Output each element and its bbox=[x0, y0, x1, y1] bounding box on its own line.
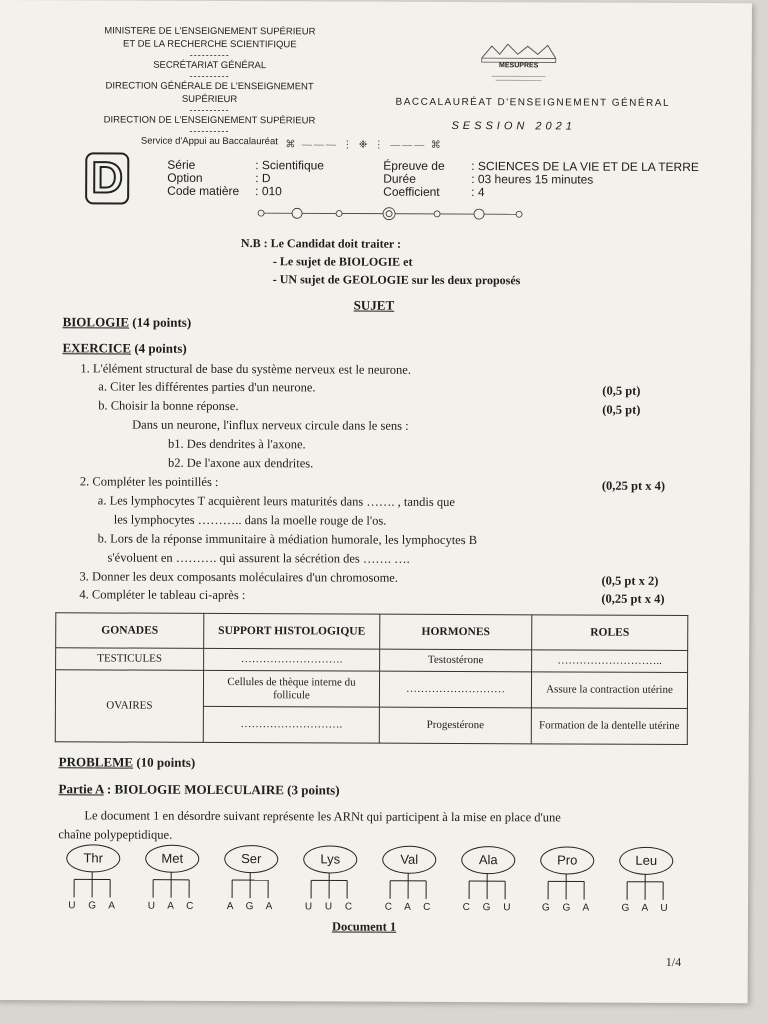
separator: ---------- bbox=[189, 49, 230, 61]
info-label: Coefficient bbox=[383, 184, 440, 199]
biologie-points: (14 points) bbox=[129, 314, 192, 330]
exercise-line: Dans un neurone, l'influx nerveux circule dans le sens : bbox=[132, 417, 409, 433]
doc-intro-line: chaîne polypeptidique. bbox=[58, 827, 173, 842]
table-cell: Formation de la dentelle utérine bbox=[531, 708, 687, 745]
points-label: (0,5 pt x 2) bbox=[601, 573, 659, 588]
ministry-line: SECRÉTARIAT GÉNÉRAL bbox=[153, 59, 267, 72]
table-cell: ……………………… bbox=[379, 671, 531, 708]
probleme-points: (10 points) bbox=[133, 754, 196, 770]
table-cell: Progestérone bbox=[379, 707, 531, 744]
trna-thr bbox=[62, 844, 126, 916]
table-cell: Assure la contraction utérine bbox=[531, 672, 687, 709]
info-right bbox=[383, 160, 699, 200]
table-header: ROLES bbox=[532, 615, 688, 651]
info-label: Série bbox=[167, 157, 196, 172]
exercise-line: 4. Compléter le tableau ci-après : bbox=[79, 587, 246, 603]
bacc-title: BACCALAURÉAT D'ENSEIGNEMENT GÉNÉRAL bbox=[395, 96, 671, 109]
ministry-line: DIRECTION DE L'ENSEIGNEMENT SUPÉRIEUR bbox=[103, 114, 316, 127]
exercise-line: les lymphocytes ……….. dans la moelle rouge de l'os. bbox=[113, 512, 387, 528]
table-header: SUPPORT HISTOLOGIQUE bbox=[204, 613, 380, 649]
info-value: : D bbox=[255, 171, 271, 186]
exercice-points: (4 points) bbox=[131, 340, 187, 356]
probleme-title: PROBLEME bbox=[58, 754, 134, 770]
nb-line: - Le sujet de BIOLOGIE et bbox=[272, 254, 413, 269]
exercise-line: b2. De l'axone aux dendrites. bbox=[167, 455, 314, 471]
separator: ---------- bbox=[189, 125, 230, 137]
trna-val bbox=[378, 846, 442, 918]
amino-acid-label: Leu bbox=[619, 847, 673, 875]
amino-acid-label: Lys bbox=[303, 845, 357, 873]
info-label: Durée bbox=[383, 171, 416, 186]
biologie-title: BIOLOGIE bbox=[62, 314, 130, 330]
info-value: : 03 heures 15 minutes bbox=[471, 172, 594, 187]
document-caption: Document 1 bbox=[331, 919, 397, 934]
exercise-line: s'évoluent en ………. qui assurent la sécrétion des ……. …. bbox=[107, 550, 410, 566]
amino-acid-label: Val bbox=[382, 846, 436, 874]
info-value: : Scientifique bbox=[255, 158, 325, 173]
points-label: (0,5 pt) bbox=[602, 402, 641, 417]
info-value: : 4 bbox=[471, 185, 485, 200]
trna-stem bbox=[141, 872, 205, 900]
table-cell: Cellules de thèque interne du follicule bbox=[203, 670, 379, 707]
trna-stem bbox=[62, 871, 126, 899]
page-number: 1/4 bbox=[665, 954, 682, 969]
trna-stem bbox=[457, 873, 521, 901]
ministry-header bbox=[79, 24, 340, 148]
logo-text: MESUPRES bbox=[499, 62, 539, 70]
session-title: SESSION 2021 bbox=[451, 119, 576, 133]
trna-diagram bbox=[62, 844, 682, 919]
separator: ---------- bbox=[189, 70, 230, 82]
table-cell: ………………………. bbox=[203, 706, 379, 743]
points-label: (0,25 pt x 4) bbox=[601, 478, 666, 493]
probleme-heading bbox=[59, 754, 196, 771]
trna-stem bbox=[536, 873, 600, 901]
table-cell: OVAIRES bbox=[55, 670, 203, 743]
ministry-line: Service d'Appui au Baccalauréat bbox=[140, 135, 278, 148]
amino-acid-label: Ser bbox=[224, 845, 278, 873]
partie-a-title: : BIOLOGIE MOLECULAIRE bbox=[103, 781, 284, 798]
info-label: Code matière bbox=[167, 183, 240, 199]
table-cell: ………………………. bbox=[204, 648, 380, 671]
exercise-line: b. Lors de la réponse immunitaire à médiation humorale, les lymphocytes B bbox=[97, 531, 478, 548]
ministry-line: ET DE LA RECHERCHE SCIENTIFIQUE bbox=[123, 38, 297, 51]
exercise-line: 3. Donner les deux composants moléculaires d'un chromosome. bbox=[79, 569, 399, 585]
points-label: (0,5 pt) bbox=[602, 383, 641, 398]
ministry-line: DIRECTION GÉNÉRALE DE L'ENSEIGNEMENT SUPÉRIEUR bbox=[105, 80, 314, 106]
decorative-divider bbox=[255, 205, 525, 222]
trna-pro bbox=[536, 846, 600, 918]
ministry-line: MINISTERE DE L'ENSEIGNEMENT SUPÉRIEUR bbox=[104, 25, 316, 38]
exercise-line: 2. Compléter les pointillés : bbox=[79, 474, 219, 489]
anticodon-label: A G A bbox=[226, 900, 278, 913]
trna-ser bbox=[220, 845, 284, 917]
info-label: Épreuve de bbox=[383, 158, 445, 173]
exercise-line: b1. Des dendrites à l'axone. bbox=[168, 436, 306, 452]
separator: ---------- bbox=[189, 104, 230, 116]
table-header: GONADES bbox=[56, 613, 204, 649]
points-label: (0,25 pt x 4) bbox=[601, 591, 665, 606]
amino-acid-label: Pro bbox=[540, 846, 594, 874]
trna-lys bbox=[299, 845, 363, 917]
info-label: Option bbox=[167, 170, 203, 185]
anticodon-label: U A C bbox=[147, 900, 199, 912]
amino-acid-label: Met bbox=[145, 845, 199, 873]
exercise-line: 1. L'élément structural de base du système nerveux est le neurone. bbox=[80, 361, 412, 377]
sujet-title: SUJET bbox=[353, 297, 395, 313]
info-left bbox=[167, 159, 324, 199]
partie-a-heading bbox=[59, 781, 340, 798]
trna-leu bbox=[615, 847, 679, 919]
nb-line: N.B : Le Candidat doit traiter : bbox=[240, 236, 402, 251]
nb-block bbox=[241, 234, 521, 289]
trna-stem bbox=[299, 872, 363, 900]
table-cell: TESTICULES bbox=[56, 648, 204, 671]
trna-ala bbox=[457, 846, 521, 918]
exercise-line: a. Les lymphocytes T acquièrent leurs maturités dans ……. , tandis que bbox=[97, 493, 455, 509]
table-cell: ……………………….. bbox=[532, 650, 688, 673]
anticodon-label: U G A bbox=[68, 900, 120, 912]
nb-line: - UN sujet de GEOLOGIE sur les deux proposés bbox=[272, 272, 521, 288]
exercice-title: EXERCICE bbox=[62, 340, 132, 356]
exercise-line: b. Choisir la bonne réponse. bbox=[98, 398, 239, 414]
anticodon-label: C G U bbox=[462, 902, 516, 914]
exercice-heading bbox=[62, 340, 186, 357]
amino-acid-label: Ala bbox=[461, 846, 515, 874]
trna-stem bbox=[220, 872, 284, 900]
biologie-heading bbox=[63, 314, 192, 331]
trna-stem bbox=[615, 874, 679, 902]
trna-met bbox=[141, 845, 205, 917]
amino-acid-label: Thr bbox=[66, 844, 120, 872]
info-value: : 010 bbox=[255, 184, 282, 199]
exercise-line: a. Citer les différentes parties d'un neurone. bbox=[98, 379, 316, 395]
table-cell: Testostérone bbox=[380, 649, 532, 672]
anticodon-label: G G A bbox=[541, 902, 595, 914]
anticodon-label: U U C bbox=[304, 901, 358, 913]
anticodon-label: C A C bbox=[384, 901, 436, 913]
doc-intro-line: Le document 1 en désordre suivant représente les ARNt qui participent à la mise en place d'une bbox=[84, 808, 561, 825]
info-value: : SCIENCES DE LA VIE ET DE LA TERRE bbox=[471, 159, 699, 175]
partie-a-label: Partie A bbox=[58, 781, 104, 797]
anticodon-label: G A U bbox=[621, 902, 673, 914]
ornament: ⌘ ——— ⋮ ❉ ⋮ ——— ⌘ bbox=[285, 139, 443, 151]
partie-a-points: (3 points) bbox=[283, 782, 340, 798]
gonads-table bbox=[55, 612, 689, 745]
series-letter: D bbox=[85, 152, 129, 204]
trna-stem bbox=[378, 873, 442, 901]
table-header: HORMONES bbox=[380, 614, 532, 650]
